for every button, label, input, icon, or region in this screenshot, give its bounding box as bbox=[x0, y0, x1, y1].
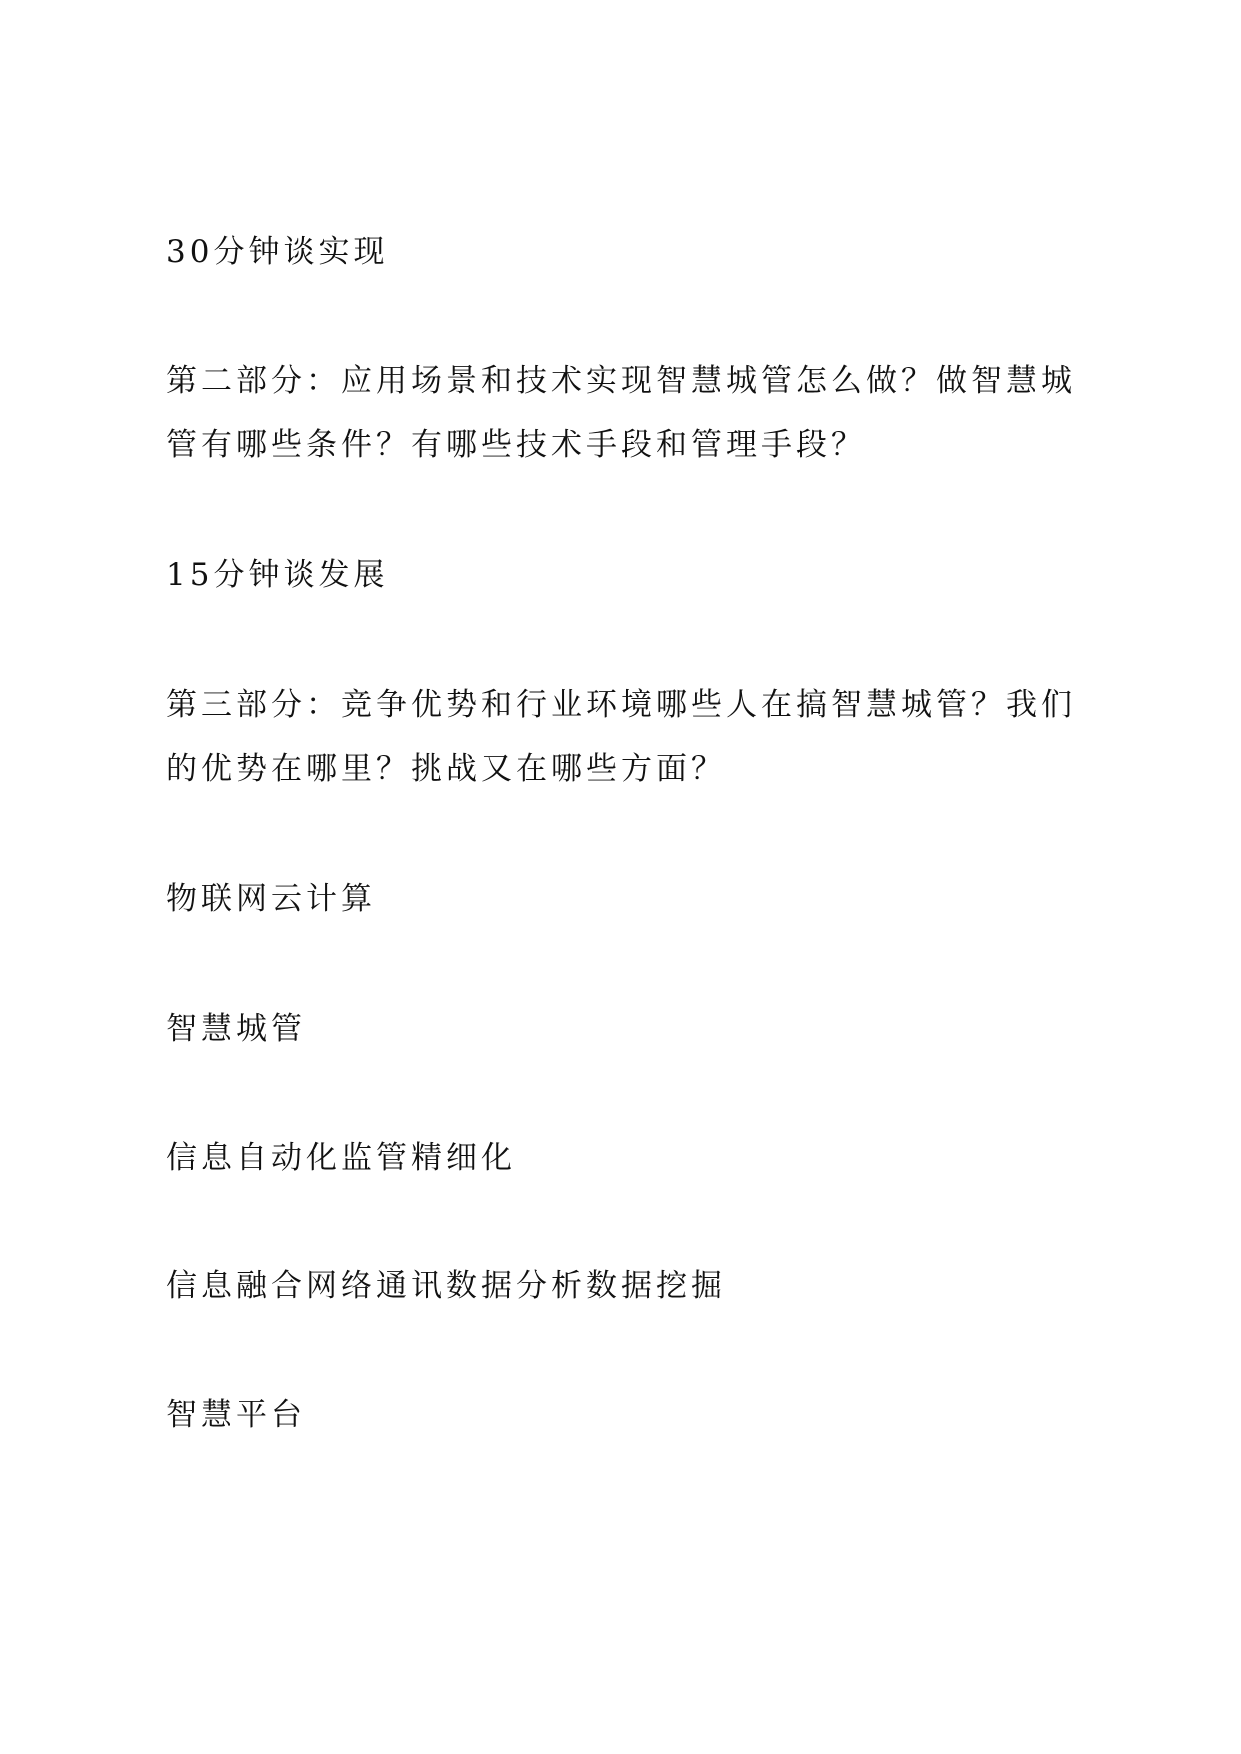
paragraph-smart-city-management: 智慧城管 bbox=[166, 1011, 306, 1047]
paragraph-section-timing-development: 15分钟谈发展 bbox=[166, 557, 389, 593]
paragraph-section-timing-implementation: 30分钟谈实现 bbox=[166, 234, 389, 270]
paragraph-automation-supervision: 信息自动化监管精细化 bbox=[166, 1140, 516, 1176]
paragraph-part-two: 第二部分：应用场景和技术实现智慧城管怎么做？做智慧城管有哪些条件？有哪些技术手段和管理手段？ bbox=[166, 363, 1076, 463]
paragraph-smart-platform: 智慧平台 bbox=[166, 1397, 306, 1433]
paragraph-iot-cloud: 物联网云计算 bbox=[166, 881, 376, 917]
paragraph-part-three: 第三部分：竞争优势和行业环境哪些人在搞智慧城管？我们的优势在哪里？挑战又在哪些方面？ bbox=[166, 687, 1076, 787]
paragraph-information-fusion: 信息融合网络通讯数据分析数据挖掘 bbox=[166, 1268, 726, 1304]
